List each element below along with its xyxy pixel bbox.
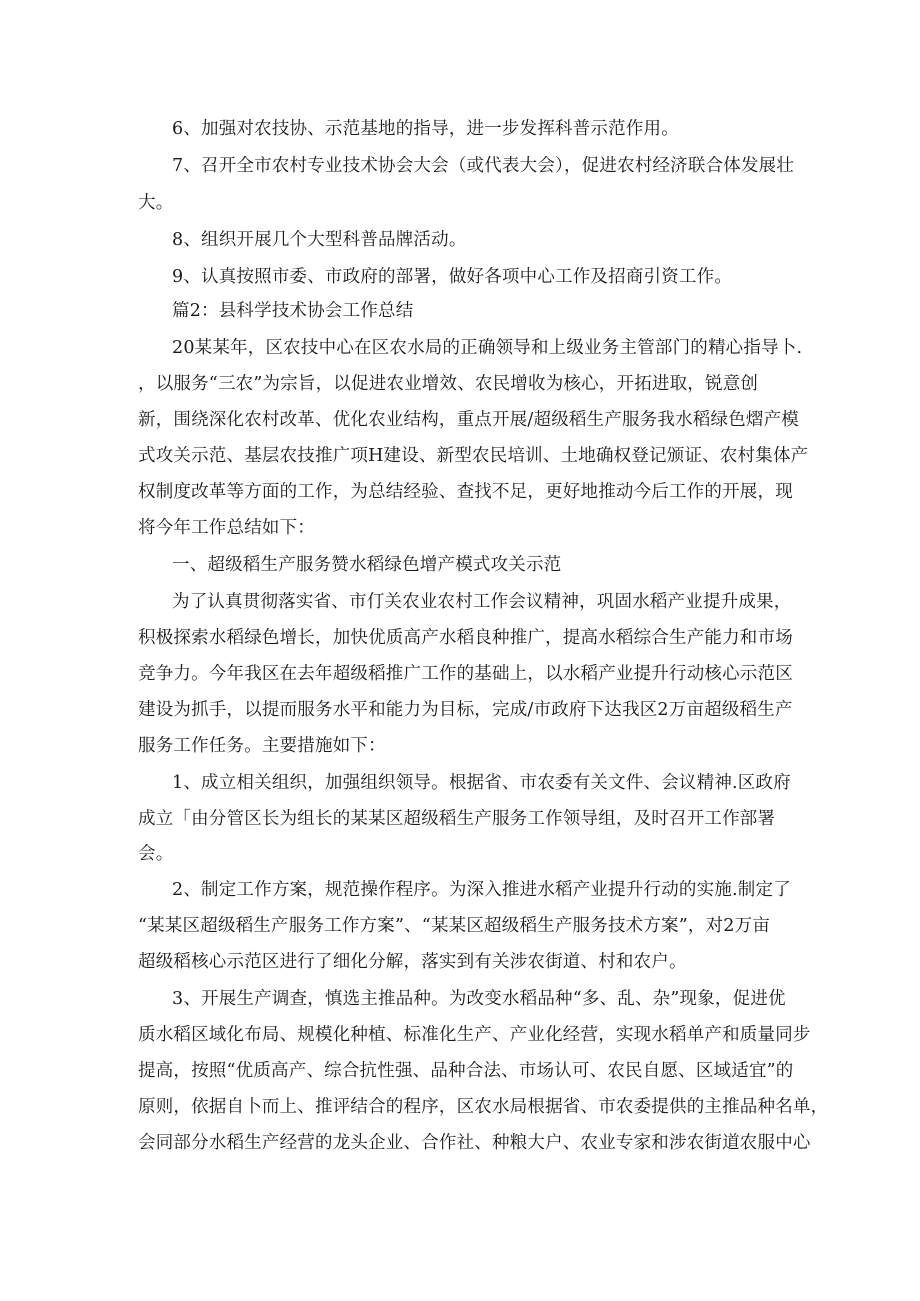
text-line: 大。 (138, 193, 174, 213)
text-line: 权制度改革等方面的工作，为总结经验、查找不足，更好地推动今后工作的开展，现 (138, 482, 793, 502)
text-line: 成立「由分管区长为组长的某某区超级稻生产服务工作领导组，及时召开工作部署 (138, 809, 776, 829)
text-line: 20某某年，区农技中心在区农水局的正确领导和上级业务主管部门的精心指导卜. (172, 338, 803, 358)
text-line: 超级稻核心示范区进行了细化分解，落实到有关涉农街道、村和农户。 (138, 952, 687, 972)
text-line: 会同部分水稻生产经营的龙头企业、合作社、种粮大户、农业专家和涉农街道农服中心 (138, 1133, 811, 1153)
text-line: 9、认真按照市委、市政府的部署，做好各项中心工作及招商引资工作。 (172, 267, 733, 287)
text-line: 竞争力。今年我区在去年超级稻推广工作的基础上，以水稻产业提升行动核心示范区 (138, 664, 793, 684)
text-line: 建设为抓手，以提而服务水平和能力为目标，完成/市政府下达我区2万亩超级稻生产 (138, 700, 793, 720)
text-line: 1、成立相关组织，加强组织领导。根据省、市农委有关文件、会议精神.区政府 (172, 773, 791, 793)
section-heading: 一、超级稻生产服务赞水稻绿色增产模式攻关示范 (172, 555, 562, 575)
text-line: 2、制定工作方案，规范操作程序。为深入推进水稻产业提升行动的实施.制定了 (172, 880, 791, 900)
text-line: 会。 (138, 844, 174, 864)
text-line: 提高，按照“优质高产、综合抗性强、品种合法、市场认可、农民自愿、区域适宜”的 (138, 1061, 794, 1081)
text-line: 原则，依据自卜而上、推评结合的程序，区农水局根据省、市农委提供的主推品种名单， (138, 1097, 829, 1117)
text-line: 质水稻区域化布局、规模化种植、标准化生产、产业化经营，实现水稻单产和质量同步 (138, 1025, 811, 1045)
text-line: 3、开展生产调查，慎选主推品种。为改变水稻品种“多、乱、杂”现象，促进优 (172, 989, 786, 1009)
text-line: 式攻关示范、基层农技推广项H建设、新型农民培训、土地确权登记颁证、农村集体产 (138, 446, 809, 466)
text-line: ，以服务“三农”为宗旨，以促进农业增效、农民增收为核心，开拓进取，锐意创 (138, 374, 759, 394)
text-line: 为了认真贯彻落实省、市仃关农业农村工作会议精神，巩固水稻产业提升成果， (172, 592, 792, 612)
text-line: 8、组织开展几个大型科普品牌活动。 (172, 230, 467, 250)
text-line: 新，围绕深化农村改革、优化农业结构，重点开展/超级稻生产服务我水稻绿色熠产模 (138, 410, 799, 430)
text-line: 将今年工作总结如下： (138, 518, 315, 538)
text-line: “某某区超级稻生产服务工作方案”、“某某区超级稻生产服务技术方案”，对2万亩 (138, 916, 771, 936)
section-heading: 篇2：县科学技术协会工作总结 (172, 301, 414, 321)
text-line: 服务工作任务。主要措施如下： (138, 736, 386, 756)
text-line: 7、召开全市农村专业技术协会大会（或代表大会），促进农村经济联合体发展壮 (172, 156, 795, 176)
text-line: 积极探索水稻绿色增长，加快优质高产水稻良种推广，提高水稻综合生产能力和市场 (138, 628, 793, 648)
text-line: 6、加强对农技协、示范基地的指导，进一步发挥科普示范作用。 (172, 119, 679, 139)
